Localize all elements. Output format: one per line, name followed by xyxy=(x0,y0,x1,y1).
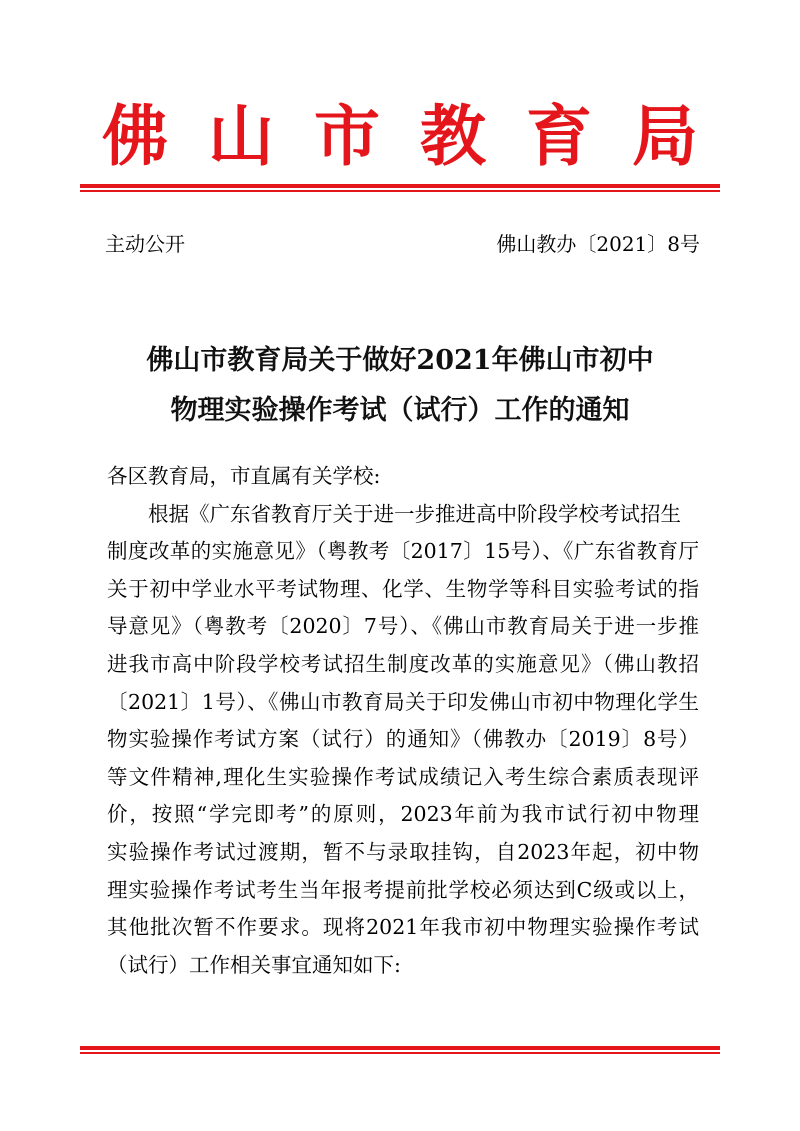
masthead-char: 佛 xyxy=(102,97,168,175)
document-meta xyxy=(105,228,700,257)
salutation: 各区教育局，市直属有关学校: xyxy=(107,464,381,488)
document-body xyxy=(107,458,699,984)
body-line: 根据《广东省教育厅关于进一步推进高中阶段学校考试招生 xyxy=(148,501,681,526)
body-line: 导意见》（粤教考〔2020〕7号）、《佛山市教育局关于进一步推 xyxy=(107,614,699,639)
title-line: 物理实验操作考试（试行）工作的通知 xyxy=(170,395,630,426)
title-line: 佛山市教育局关于做好2021年佛山市初中 xyxy=(146,345,654,376)
body-line: 理实验操作考试考生当年报考提前批学校必须达到C级或以上， xyxy=(107,877,699,902)
header-divider-thin xyxy=(80,190,720,192)
body-line: （试行）工作相关事宜通知如下: xyxy=(107,952,401,977)
body-line: 价，按照“学完即考”的原则，2023年前为我市试行初中物理 xyxy=(107,802,699,827)
header-divider xyxy=(80,184,720,188)
body-line: 实验操作考试过渡期，暂不与录取挂钩，自2023年起，初中物 xyxy=(107,839,699,864)
document-number: 佛山教办〔2021〕8号 xyxy=(496,232,700,256)
masthead-char: 山 xyxy=(208,97,274,175)
masthead-char: 育 xyxy=(526,97,592,175)
masthead-char: 局 xyxy=(632,97,698,175)
body-line: 其他批次暂不作要求。现将2021年我市初中物理实验操作考试 xyxy=(107,915,699,940)
body-line: 关于初中学业水平考试物理、化学、生物学等科目实验考试的指 xyxy=(107,576,699,601)
document-title xyxy=(80,336,720,436)
masthead-char: 教 xyxy=(420,97,486,175)
body-line: 物实验操作考试方案（试行）的通知》（佛教办〔2019〕8号） xyxy=(107,727,699,752)
body-line: 进我市高中阶段学校考试招生制度改革的实施意见》（佛山教招 xyxy=(107,651,699,676)
masthead-char: 市 xyxy=(314,97,380,175)
body-line: 制度改革的实施意见》（粤教考〔2017〕15号）、《广东省教育厅 xyxy=(107,539,699,564)
footer-divider-thin xyxy=(80,1052,720,1054)
disclosure-label: 主动公开 xyxy=(105,232,185,256)
footer-divider xyxy=(80,1046,720,1050)
masthead xyxy=(80,97,720,175)
body-line: 〔2021〕1号）、《佛山市教育局关于印发佛山市初中物理化学生 xyxy=(107,689,699,714)
body-line: 等文件精神,理化生实验操作考试成绩记入考生综合素质表现评 xyxy=(107,764,699,789)
